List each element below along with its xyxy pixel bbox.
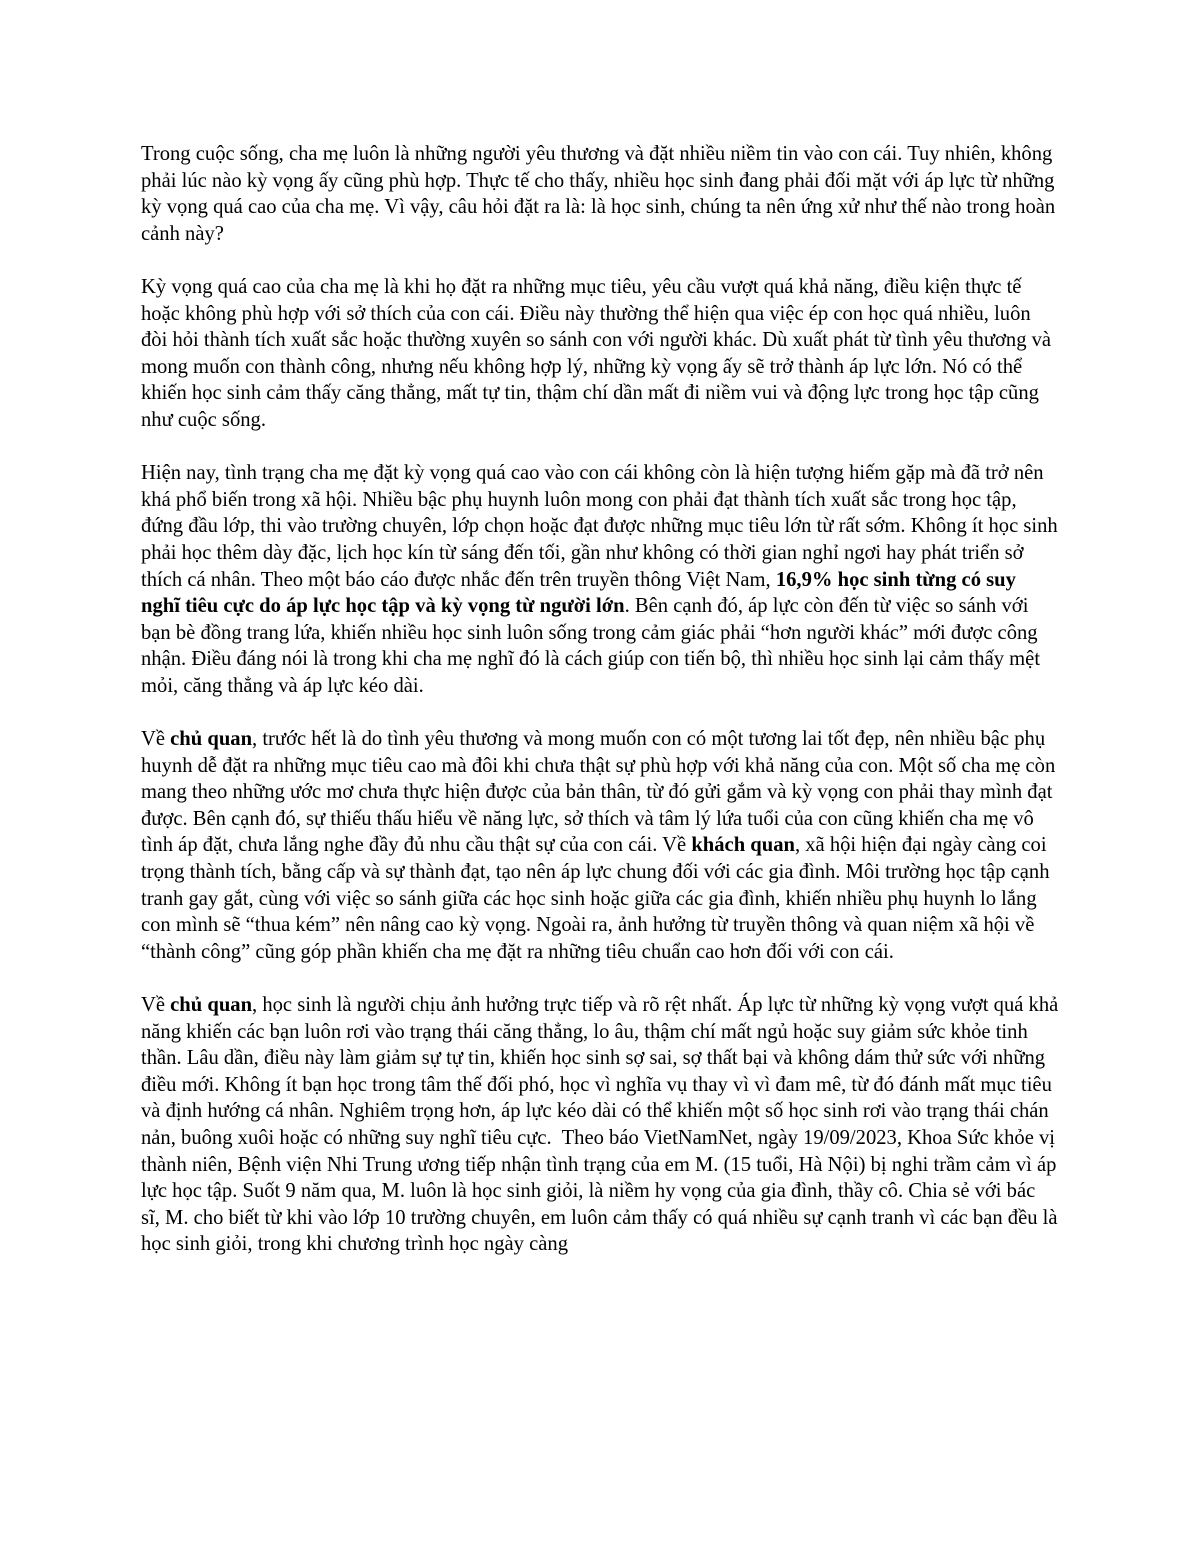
bold-term: khách quan (691, 834, 795, 857)
text-run: , xã hội hiện đại ngày càng coi trọng thành tích, bằng cấp và sự thành đạt, tạo nên áp lực chung đối với các gia đình. Môi trường học tập cạnh tranh gay gắt, cùng với việc so sánh giữa các học sinh hoặc giữa các gia đình, khiến nhiều phụ huynh lo lắng con mình sẽ “thua kém” nên nâng cao kỳ vọng. Ngoài ra, ảnh hưởng từ truyền thông và quan niệm xã hội về “thành công” cũng góp phần khiến cha mẹ đặt ra những tiêu chuẩn cao hơn đối với con cái. (141, 834, 1055, 963)
text-run: , trước hết là do tình yêu thương và mong muốn con có một tương lai tốt đẹp, nên nhiều bậc phụ huynh dễ đặt ra những mục tiêu cao mà đôi khi chưa thật sự phù hợp với khả năng của con. Một số cha mẹ còn mang theo những ước mơ chưa thực hiện được của bản thân, từ đó gửi gắm và kỳ vọng con phải thay mình đạt được. Bên cạnh đó, sự thiếu thấu hiểu về năng lực, sở thích và tâm lý lứa tuổi của con cũng khiến cha mẹ vô tình áp đặt, chưa lắng nghe đầy đủ nhu cầu thật sự của con cái. Về (141, 728, 1061, 857)
text-run: Về (141, 994, 171, 1016)
text-run: Hiện nay, tình trạng cha mẹ đặt kỳ vọng quá cao vào con cái không còn là hiện tượng hiếm gặp mà đã trở nên khá phổ biến trong xã hội. Nhiều bậc phụ huynh luôn mong con phải đạt thành tích xuất sắc trong học tập, đứng đầu lớp, thi vào trường chuyên, lớp chọn hoặc đạt được những mục tiêu lớn từ rất sớm. Không ít học sinh phải học thêm dày đặc, lịch học kín từ sáng đến tối, gần như không có thời gian nghỉ ngơi hay phát triển sở thích cá nhân. Theo một báo cáo được nhắc đến trên truyền thông Việt Nam, (141, 462, 1063, 591)
bold-term: chủ quan (170, 994, 253, 1016)
text-run: . Bên cạnh đó, áp lực còn đến từ việc so sánh với bạn bè đồng trang lứa, khiến nhiều học sinh luôn sống trong cảm giác phải “hơn người khác” mới được công nhận. Điều đáng nói là trong khi cha mẹ nghĩ đó là cách giúp con tiến bộ, thì nhiều học sinh lại cảm thấy mệt mỏi, căng thẳng và áp lực kéo dài. (141, 595, 1046, 697)
text-run: , học sinh là người chịu ảnh hưởng trực tiếp và rõ rệt nhất. Áp lực từ những kỳ vọng vượt quá khả năng khiến các bạn luôn rơi vào trạng thái căng thẳng, lo âu, thậm chí mất ngủ hoặc suy giảm sức khỏe tinh thần. Lâu dần, điều này làm giảm sự tự tin, khiến học sinh sợ sai, sợ thất bại và không dám thử sức với những điều mới. Không ít bạn học trong tâm thế đối phó, học vì nghĩa vụ thay vì vì đam mê, từ đó đánh mất mục tiêu và định hướng cá nhân. Nghiêm trọng hơn, áp lực kéo dài có thể khiến một số học sinh rơi vào trạng thái chán nản, buông xuôi hoặc có những suy nghĩ tiêu cực. Theo báo VietNamNet, ngày 19/09/2023, Khoa Sức khỏe vị thành niên, Bệnh viện Nhi Trung ương tiếp nhận tình trạng của em M. (15 tuổi, Hà Nội) bị nghi trầm cảm vì áp lực học tập. Suốt 9 năm qua, M. luôn là học sinh giỏi, là niềm hy vọng của gia đình, thầy cô. Chia sẻ với bác sĩ, M. cho biết từ khi vào lớp 10 trường chuyên, em luôn cảm thấy có quá nhiều sự cạnh tranh vì các bạn đều là học sinh giỏi, trong khi chương trình học ngày càng (141, 994, 1064, 1256)
text-run: Về (141, 728, 171, 751)
bold-term: chủ quan (170, 728, 253, 751)
paragraph-definition (141, 274, 1059, 434)
paragraph-current-situation (141, 460, 1063, 699)
document-body (141, 141, 1064, 1285)
text-run: Trong cuộc sống, cha mẹ luôn là những người yêu thương và đặt nhiều niềm tin vào con cái. Tuy nhiên, không phải lúc nào kỳ vọng ấy cũng phù hợp. Thực tế cho thấy, nhiều học sinh đang phải đối mặt với áp lực từ những kỳ vọng quá cao của cha mẹ. Vì vậy, câu hỏi đặt ra là: là học sinh, chúng ta nên ứng xử như thế nào trong hoàn cảnh này? (141, 143, 1061, 245)
text-run: Kỳ vọng quá cao của cha mẹ là khi họ đặt ra những mục tiêu, yêu cầu vượt quá khả năng, điều kiện thực tế hoặc không phù hợp với sở thích của con cái. Điều này thường thể hiện qua việc ép con học quá nhiều, luôn đòi hỏi thành tích xuất sắc hoặc thường xuyên so sánh con với người khác. Dù xuất phát từ tình yêu thương và mong muốn con thành công, nhưng nếu không hợp lý, những kỳ vọng ấy sẽ trở thành áp lực lớn. Nó có thể khiến học sinh cảm thấy căng thẳng, mất tự tin, thậm chí dần mất đi niềm vui và động lực trong học tập cũng như cuộc sống. (141, 275, 1057, 431)
paragraph-intro (141, 141, 1059, 247)
paragraph-effects (141, 992, 1064, 1258)
paragraph-causes (141, 726, 1059, 965)
bold-statistic: 16,9% học sinh từng có suy nghĩ tiêu cực do áp lực học tập và kỳ vọng từ người lớn (141, 568, 1022, 618)
